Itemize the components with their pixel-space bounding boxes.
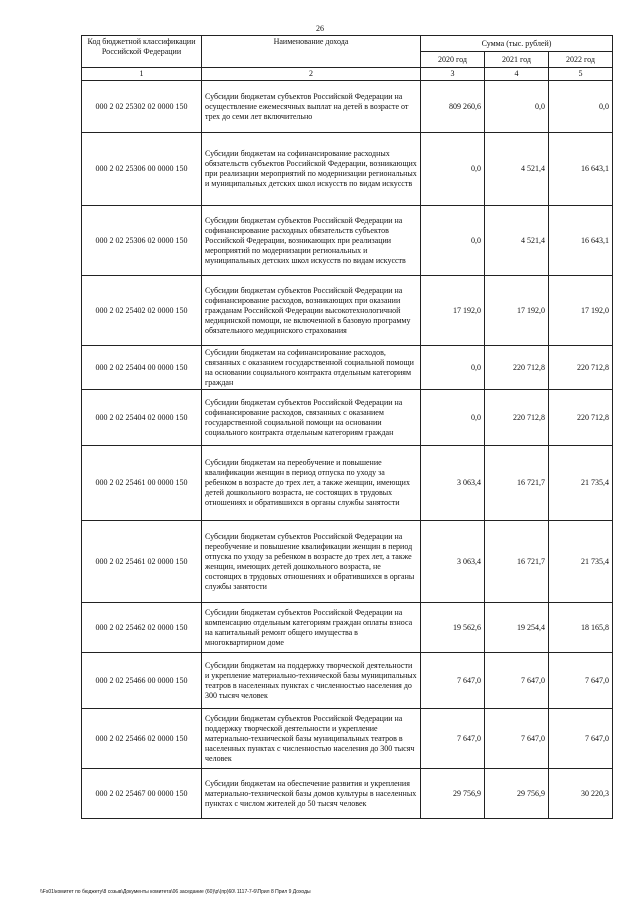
row-2022: 16 643,1 [549,206,613,276]
row-2021: 220 712,8 [485,390,549,446]
row-2022: 18 165,8 [549,603,613,653]
row-name: Субсидии бюджетам субъектов Российской Федерации на софинансирование расходов, связанных с оказанием государственной социальной помощи на основании социального контракта отдельным категориям граждан [202,390,421,446]
row-name: Субсидии бюджетам субъектов Российской Федерации на софинансирование расходных обязательств субъектов Российской Федерации, возникающих при реализации мероприятий по модернизации региональных и муниципальных детских школ искусств по видам искусств [202,206,421,276]
row-code: 000 2 02 25306 00 0000 150 [82,133,202,206]
table-row [82,446,613,521]
row-2021: 7 647,0 [485,653,549,709]
row-code: 000 2 02 25466 00 0000 150 [82,653,202,709]
row-code: 000 2 02 25302 02 0000 150 [82,81,202,133]
row-2020: 0,0 [421,346,485,390]
table-row [82,603,613,653]
row-2020: 0,0 [421,133,485,206]
page-number: 26 [316,24,324,33]
header-year-2022: 2022 год [549,52,613,68]
row-name: Субсидии бюджетам субъектов Российской Федерации на переобучение и повышение квалификации женщин в период отпуска по уходу за ребенком в возрасте до трех лет, а также женщин, имеющих детей дошкольного возраста, не состоящих в трудовых отношениях и обратившихся в органы службы занятости [202,521,421,603]
row-2020: 19 562,6 [421,603,485,653]
table-row [82,206,613,276]
row-2021: 16 721,7 [485,446,549,521]
row-code: 000 2 02 25461 02 0000 150 [82,521,202,603]
budget-table [81,35,613,819]
row-2021: 19 254,4 [485,603,549,653]
table-row [82,521,613,603]
row-name: Субсидии бюджетам на обеспечение развития и укрепления материально-технической базы домов культуры в населенных пунктах с числом жителей до 50 тысяч человек [202,769,421,819]
table-row [82,709,613,769]
row-2020: 3 063,4 [421,446,485,521]
row-2022: 7 647,0 [549,709,613,769]
row-name: Субсидии бюджетам на софинансирование расходных обязательств субъектов Российской Федерации, возникающих при реализации мероприятий по модернизации региональных и муниципальных детских школ искусств по видам искусств [202,133,421,206]
row-2021: 220 712,8 [485,346,549,390]
row-2020: 0,0 [421,390,485,446]
row-2021: 17 192,0 [485,276,549,346]
table-row [82,653,613,709]
row-2022: 220 712,8 [549,390,613,446]
row-name: Субсидии бюджетам на софинансирование расходов, связанных с оказанием государственной социальной помощи на основании социального контракта отдельным категориям граждан [202,346,421,390]
header-name: Наименование дохода [202,36,421,68]
footer-file-path: \\Fs01\комитет по бюджету\8 созыв\Документы комитета\06 заседание (60)\р\(пр)60\ 1117-7-6\Прил 8 Прил 9 Доходы [40,889,311,895]
col-number: 2 [202,68,421,81]
row-code: 000 2 02 25402 02 0000 150 [82,276,202,346]
row-2020: 0,0 [421,206,485,276]
table-row [82,390,613,446]
row-name: Субсидии бюджетам на переобучение и повышение квалификации женщин в период отпуска по уходу за ребенком в возрасте до трех лет, а также женщин, имеющих детей дошкольного возраста, не состоящих в трудовых отношениях и обратившихся в органы службы занятости [202,446,421,521]
row-name: Субсидии бюджетам на поддержку творческой деятельности и укрепление материально-технической базы муниципальных театров в населенных пунктах с численностью населения до 300 тысяч человек [202,653,421,709]
row-2021: 4 521,4 [485,206,549,276]
row-2021: 7 647,0 [485,709,549,769]
row-code: 000 2 02 25306 02 0000 150 [82,206,202,276]
row-2022: 16 643,1 [549,133,613,206]
row-2021: 29 756,9 [485,769,549,819]
row-name: Субсидии бюджетам субъектов Российской Федерации на софинансирование расходов, возникающих при оказании гражданам Российской Федерации высокотехнологичной медицинской помощи, не включенной в базовую программу обязательного медицинского страхования [202,276,421,346]
row-name: Субсидии бюджетам субъектов Российской Федерации на компенсацию отдельным категориям граждан оплаты взноса на капитальный ремонт общего имущества в многоквартирном доме [202,603,421,653]
row-2020: 3 063,4 [421,521,485,603]
col-number: 3 [421,68,485,81]
header-sum: Сумма (тыс. рублей) [421,36,613,52]
table-row [82,346,613,390]
table-row [82,276,613,346]
row-2020: 17 192,0 [421,276,485,346]
col-number: 1 [82,68,202,81]
row-code: 000 2 02 25404 02 0000 150 [82,390,202,446]
row-2021: 16 721,7 [485,521,549,603]
row-2022: 220 712,8 [549,346,613,390]
row-code: 000 2 02 25467 00 0000 150 [82,769,202,819]
row-2020: 7 647,0 [421,709,485,769]
row-code: 000 2 02 25462 02 0000 150 [82,603,202,653]
row-2020: 7 647,0 [421,653,485,709]
row-code: 000 2 02 25461 00 0000 150 [82,446,202,521]
row-2022: 7 647,0 [549,653,613,709]
table-row [82,133,613,206]
row-name: Субсидии бюджетам субъектов Российской Федерации на осуществление ежемесячных выплат на детей в возрасте от трех до семи лет включительно [202,81,421,133]
row-2022: 21 735,4 [549,446,613,521]
table-row [82,769,613,819]
col-number: 4 [485,68,549,81]
row-2022: 0,0 [549,81,613,133]
row-2022: 21 735,4 [549,521,613,603]
header-year-2021: 2021 год [485,52,549,68]
table-row [82,81,613,133]
row-2022: 17 192,0 [549,276,613,346]
header-code: Код бюджетной классификации Российской Федерации [82,36,202,68]
row-2022: 30 220,3 [549,769,613,819]
row-code: 000 2 02 25404 00 0000 150 [82,346,202,390]
col-number: 5 [549,68,613,81]
row-2021: 0,0 [485,81,549,133]
row-name: Субсидии бюджетам субъектов Российской Федерации на поддержку творческой деятельности и укрепление материально-технической базы муниципальных театров в населенных пунктах с численностью населения до 300 тысяч человек [202,709,421,769]
header-year-2020: 2020 год [421,52,485,68]
row-2020: 29 756,9 [421,769,485,819]
row-2021: 4 521,4 [485,133,549,206]
row-2020: 809 260,6 [421,81,485,133]
row-code: 000 2 02 25466 02 0000 150 [82,709,202,769]
